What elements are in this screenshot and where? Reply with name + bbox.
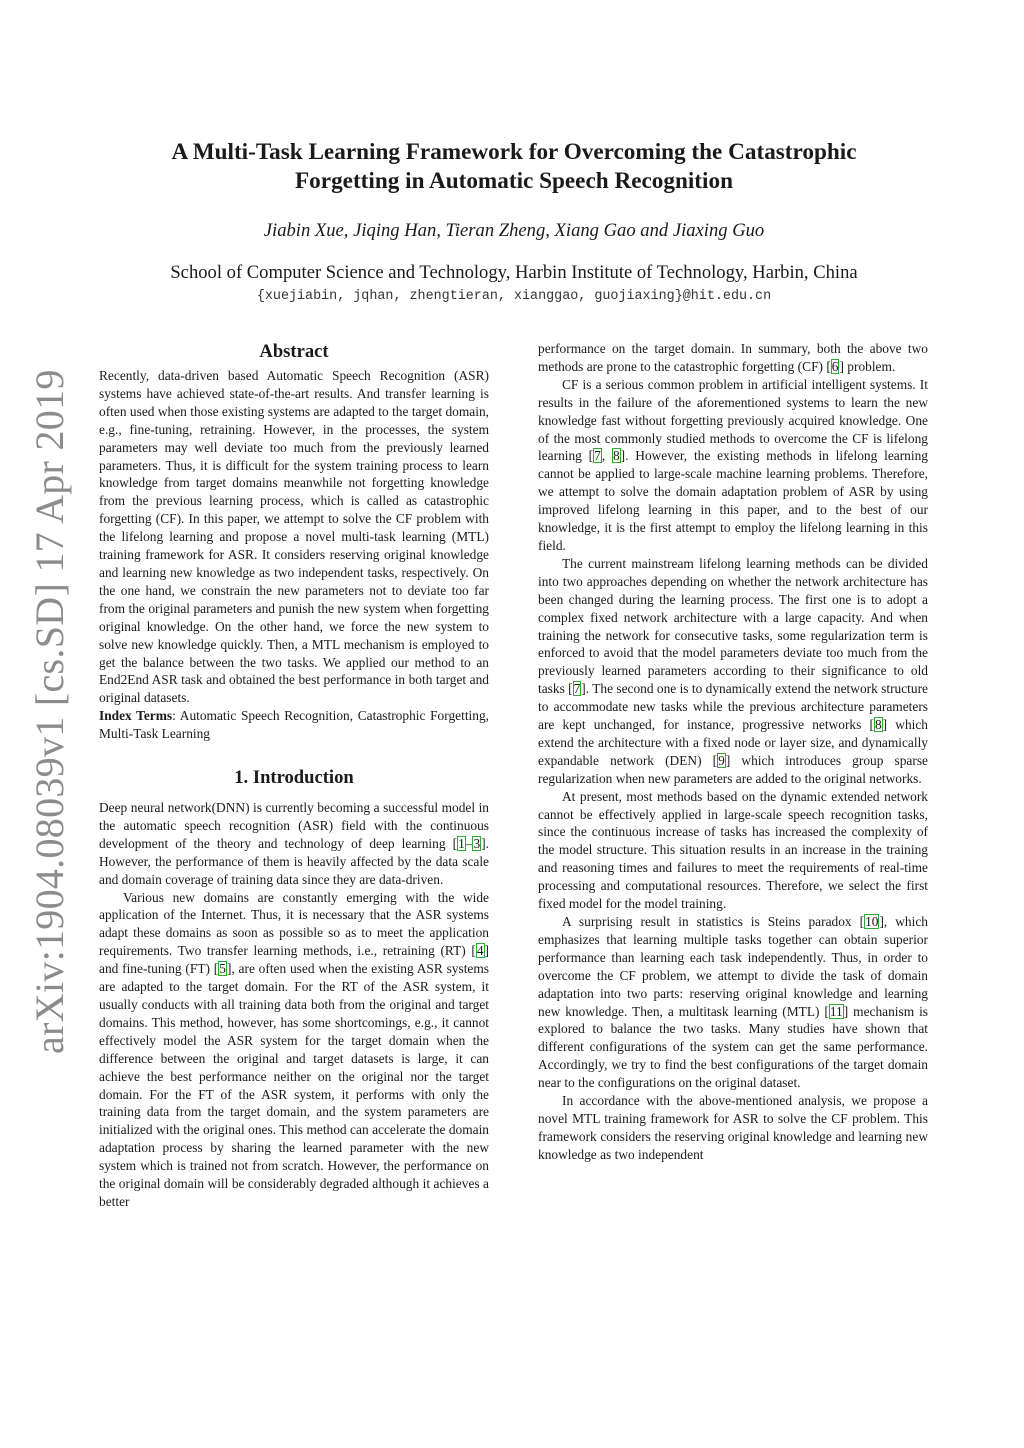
citation-link[interactable]: 7 <box>573 681 581 697</box>
intro-paragraph-4: The current mainstream lifelong learning methods can be divided into two approaches depending on whether the network architecture has been changed during the learning process. The first one is to adopt a complex fixed network architecture with a large capacity. And when training the network for consecutive tasks, some regularization term is enforced to avoid that the model parameters deviate too much from the previously learned parameters according to their significance to old tasks [7]. The second one is to dynamically extend the network structure to accommodate new tasks while the previous architecture parameters are kept unchanged, for instance, progressive networks [8] which extend the architecture with a fixed node or layer size, and dynamically expandable network (DEN) [9] which introduces group sparse regularization when new parameters are added to the original networks. <box>538 555 928 786</box>
index-terms-text: : Automatic Speech Recognition, Catastrophic Forgetting, Multi-Task Learning <box>99 708 489 742</box>
citation-link[interactable]: 8 <box>612 448 620 464</box>
introduction-heading: 1. Introduction <box>234 767 354 789</box>
citation-link[interactable]: 9 <box>718 752 725 768</box>
intro-paragraph-2-continued: performance on the target domain. In summary, both the above two methods are prone to the catastrophic forgetting (CF) [6] problem. <box>538 341 928 374</box>
arxiv-identifier-stamp[interactable]: arXiv:1904.08039v1 [cs.SD] 17 Apr 2019 <box>27 369 72 1054</box>
citation-link[interactable]: 5 <box>219 961 226 977</box>
paper-title <box>100 138 928 196</box>
citation-link[interactable]: 3 <box>473 835 481 851</box>
title-line-2: Forgetting in Automatic Speech Recognition <box>295 168 733 194</box>
title-line-1: A Multi-Task Learning Framework for Overcoming the Catastrophic <box>171 139 857 165</box>
intro-paragraph-3: CF is a serious common problem in artificial intelligent systems. It results in the failure of the aforementioned systems to learn the new knowledge fast without forgetting previously acquired knowledge. One of the most commonly studied methods to overcome the CF is lifelong learning [7, 8]. However, the existing methods in lifelong learning cannot be applied to large-scale machine learning problems. Therefore, we attempt to solve the domain adaptation problem of ASR by using improved lifelong learning in this paper, and to the best of our knowledge, it is the first attempt to employ the lifelong learning in this field. <box>538 376 928 553</box>
intro-paragraph-1: Deep neural network(DNN) is currently becoming a successful model in the automatic speech recognition (ASR) field with the continuous development of the theory and technology of deep learning [1–3]. However, the performance of them is heavily affected by the data scale and domain coverage of training data since they are data-driven. <box>99 800 489 887</box>
intro-paragraph-5: At present, most methods based on the dynamic extended network cannot be effectively applied in large-scale speech recognition tasks, since the continuous increase of tasks has increased the complexity of the model structure. This situation results in an increase in the training and reasoning times and failures to meet the requirements of real-time processing and computational resources. Therefore, we select the first fixed model for the model training. <box>538 788 928 912</box>
citation-link[interactable]: 7 <box>594 448 601 464</box>
intro-paragraph-7: In accordance with the above-mentioned analysis, we propose a novel MTL training framework for ASR to solve the CF problem. This framework considers the reserving original knowledge and learning new knowledge as two independent <box>538 1093 928 1162</box>
abstract-text: Recently, data-driven based Automatic Speech Recognition (ASR) systems have achieved state-of-the-art results. And transfer learning is often used when those existing systems are adapted to the target domain, e.g., fine-tuning, retraining. However, in the processes, the system parameters may well deviate too much from the previously learned parameters. Thus, it is difficult for the system training process to learn knowledge from target domains meanwhile not forgetting knowledge from the previous learning process, which is called as catastrophic forgetting (CF). In this paper, we attempt to solve the CF problem with the lifelong learning and propose a novel multi-task learning (MTL) training framework for ASR. It considers reserving original knowledge and learning new knowledge as two independent tasks, respectively. On the one hand, we constrain the new parameters not to deviate too far from the original parameters and punish the new system when forgetting original knowledge. On the other hand, we force the new system to solve new knowledge quickly. Then, a MTL mechanism is employed to get the balance between the two tasks. We applied our method to an End2End ASR task and obtained the best performance in both target and original datasets. <box>99 368 489 706</box>
affiliation: School of Computer Science and Technology, Harbin Institute of Technology, Harbin, China <box>170 262 858 283</box>
citation-link[interactable]: 6 <box>831 358 839 374</box>
intro-paragraph-6: A surprising result in statistics is Steins paradox [10], which emphasizes that learning multiple tasks together can obtain superior performance than learning each task independently. Thus, in order to overcome the CF problem, we attempt to divide the task of domain adaptation into two parts: reserving original knowledge and learning new knowledge. Then, a multitask learning (MTL) [11] mechanism is explored to balance the two tasks. Many studies have shown that different configurations of the system can get the same performance. Accordingly, we try to find the best configurations of the target domain near to the configurations on the original dataset. <box>538 914 929 1091</box>
left-column <box>99 340 489 1211</box>
intro-paragraph-2: Various new domains are constantly emerging with the wide application of the Internet. Thus, it is necessary that the ASR systems adapt these domains as soon as possible so as to meet the application requirements. Two transfer learning methods, i.e., retraining (RT) [4] and fine-tuning (FT) [5], are often used when the existing ASR systems are adapted to the target domain. For the RT of the ASR system, it usually conducts with all training data both from the original and target domains. This method, however, has some shortcomings, e.g., it cannot effectively model the ASR system for the target domain when the difference between the original and target datasets is large, it can achieve the best performance neither on the original nor the target domain. For the FT of the ASR system, it performs with only the training data from the target domain, and the system parameters are initialized with the original ones. This method can accelerate the domain adaptation process by sharing the learned parameter with the new system which is trained not from scratch. However, the performance on the original domain will be considerably degraded although it achieves a better <box>99 889 489 1209</box>
index-terms-label: Index Terms <box>99 708 173 724</box>
author-emails[interactable]: {xuejiabin, jqhan, zhengtieran, xianggao, guojiaxing}@hit.edu.cn <box>256 289 772 304</box>
right-column <box>538 340 928 1164</box>
citation-link[interactable]: 1 <box>458 835 465 851</box>
abstract-heading: Abstract <box>259 341 329 362</box>
citation-link[interactable]: 8 <box>874 717 882 733</box>
citation-link[interactable]: 4 <box>476 943 484 959</box>
index-terms <box>99 707 489 743</box>
author-list: Jiabin Xue, Jiqing Han, Tieran Zheng, Xiang Gao and Jiaxing Guo <box>263 220 765 241</box>
citation-link[interactable]: 10 <box>865 914 879 929</box>
citation-link[interactable]: 11 <box>829 1003 843 1019</box>
